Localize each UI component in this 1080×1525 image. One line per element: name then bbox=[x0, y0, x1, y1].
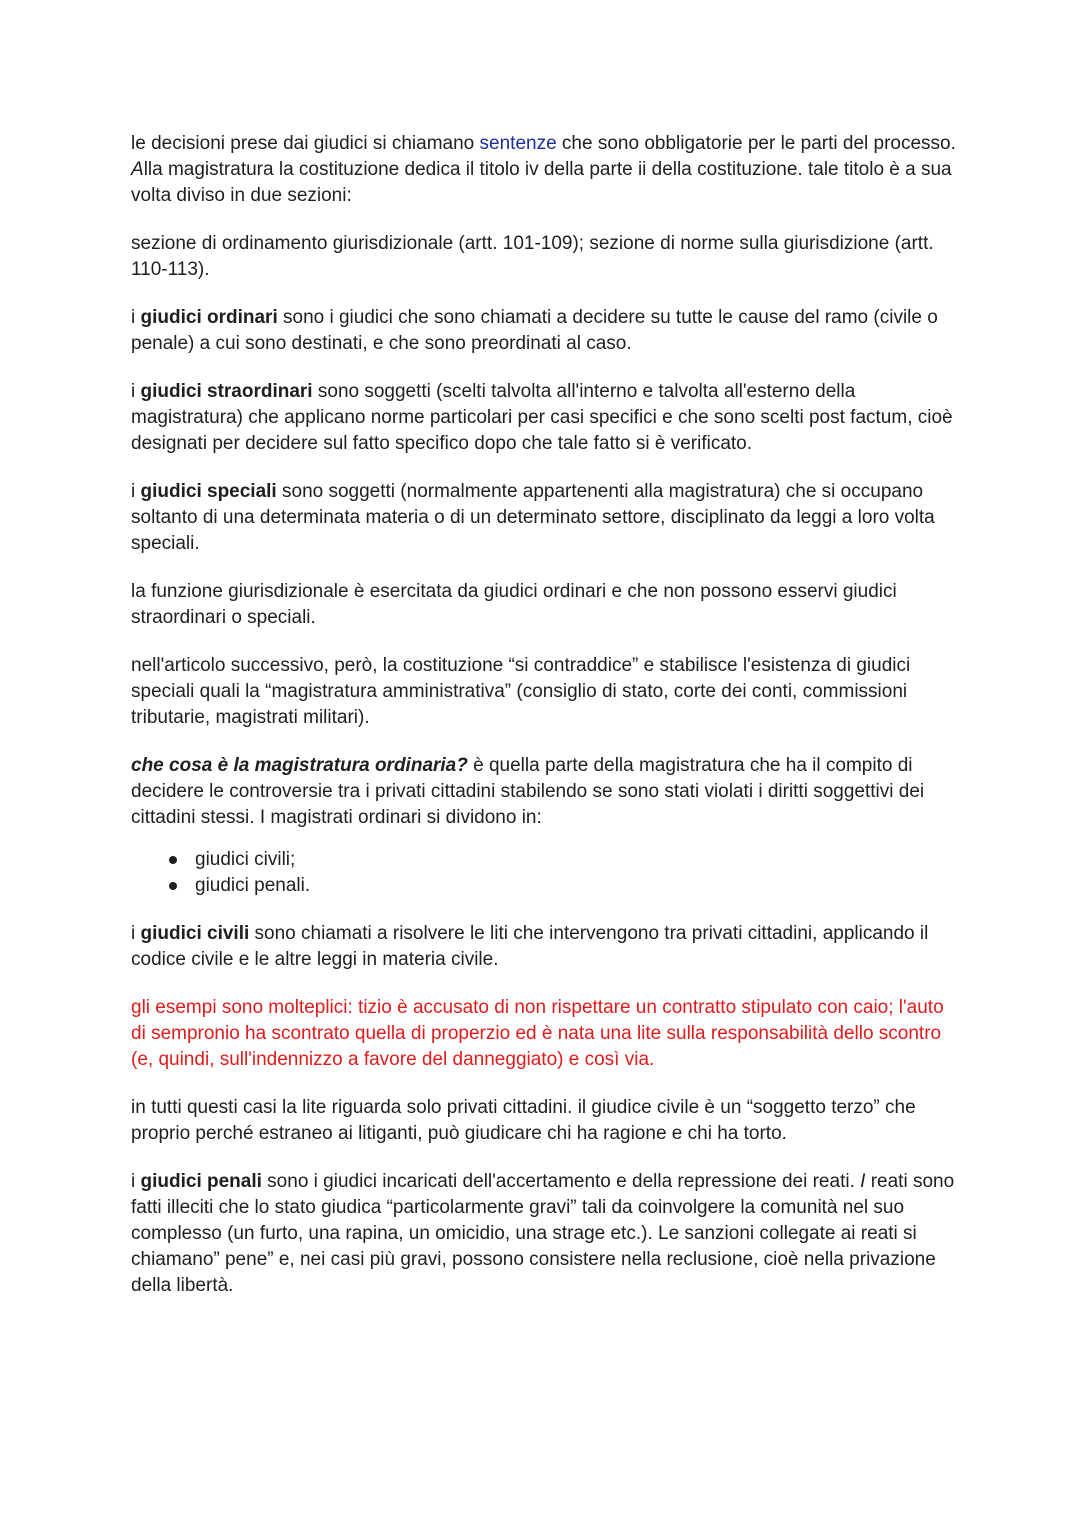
term-giudici-penali: giudici penali bbox=[140, 1171, 262, 1192]
paragraph-magistratura-ordinaria: che cosa è la magistratura ordinaria? è quella parte della magistratura che ha il compito di decidere le controversie tra i privati cittadini stabilendo se sono stati violati i diritti soggettivi dei cittadini stessi. I magistrati ordinari si dividono in: bbox=[131, 755, 925, 828]
bullet-icon bbox=[169, 882, 177, 890]
paragraph-giudici-ordinari: i giudici ordinari sono i giudici che sono chiamati a decidere su tutte le cause del ramo (civile o penale) a cui sono destinati, e che sono preordinati al caso. bbox=[131, 307, 938, 354]
paragraph-soggetto-terzo: in tutti questi casi la lite riguarda solo privati cittadini. il giudice civile è un “soggetto terzo” che proprio perché estraneo ai litiganti, può giudicare chi ha ragione e chi ha torto. bbox=[131, 1097, 916, 1144]
list-item: giudici civili; bbox=[131, 847, 961, 873]
paragraph-giudici-speciali: i giudici speciali sono soggetti (normalmente appartenenti alla magistratura) che si occupano soltanto di una determinata materia o di un determinato settore, disciplinato da leggi a loro volta speciali. bbox=[131, 481, 935, 554]
list-item: giudici penali. bbox=[131, 873, 961, 899]
question-heading: che cosa è la magistratura ordinaria? bbox=[131, 755, 468, 776]
bullet-list bbox=[131, 847, 961, 899]
term-giudici-speciali: giudici speciali bbox=[140, 481, 277, 502]
term-giudici-ordinari: giudici ordinari bbox=[140, 307, 278, 328]
paragraph-funzione-giurisdizionale: la funzione giurisdizionale è esercitata da giudici ordinari e che non possono esservi giudici straordinari o speciali. bbox=[131, 581, 897, 628]
paragraph-giudici-penali: i giudici penali sono i giudici incaricati dell'accertamento e della repressione dei reati. I reati sono fatti illeciti che lo stato giudica “particolarmente gravi” tali da coinvolgere la comunità nel suo complesso (un furto, una rapina, un omicidio, una strage etc.). Le sanzioni collegate ai reati si chiamano” pene” e, nei casi più gravi, possono consistere nella reclusione, cioè nella privazione della libertà. bbox=[131, 1171, 955, 1296]
paragraph-giudici-straordinari: i giudici straordinari sono soggetti (scelti talvolta all'interno e talvolta all'esterno della magistratura) che applicano norme particolari per casi specifici e che sono scelti post factum, cioè designati per decidere sul fatto specifico dopo che tale fatto si è verificato. bbox=[131, 381, 953, 454]
term-giudici-straordinari: giudici straordinari bbox=[140, 381, 313, 402]
paragraph-sentenze: le decisioni prese dai giudici si chiamano sentenze che sono obbligatorie per le parti del processo. Alla magistratura la costituzione dedica il titolo iv della parte ii della costituzione. tale titolo è a sua volta diviso in due sezioni: bbox=[131, 133, 956, 206]
bullet-icon bbox=[169, 856, 177, 864]
sentenze-link-text: sentenze bbox=[479, 133, 557, 154]
paragraph-articolo-successivo: nell'articolo successivo, però, la costituzione “si contraddice” e stabilisce l'esistenza di giudici speciali quali la “magistratura amministrativa” (consiglio di stato, corte dei conti, commissioni tributarie, magistrati militari). bbox=[131, 655, 911, 728]
paragraph-sezioni: sezione di ordinamento giurisdizionale (artt. 101-109); sezione di norme sulla giurisdizione (artt. 110-113). bbox=[131, 233, 934, 280]
document-page bbox=[131, 131, 961, 1321]
paragraph-esempi: gli esempi sono molteplici: tizio è accusato di non rispettare un contratto stipulato con caio; l'auto di sempronio ha scontrato quella di properzio ed è nata una lite sulla responsabilità dello scontro (e, quindi, sull'indennizzo a favore del danneggiato) e così via. bbox=[131, 997, 944, 1070]
term-giudici-civili: giudici civili bbox=[140, 923, 250, 944]
paragraph-giudici-civili: i giudici civili sono chiamati a risolvere le liti che intervengono tra privati cittadini, applicando il codice civile e le altre leggi in materia civile. bbox=[131, 923, 929, 970]
